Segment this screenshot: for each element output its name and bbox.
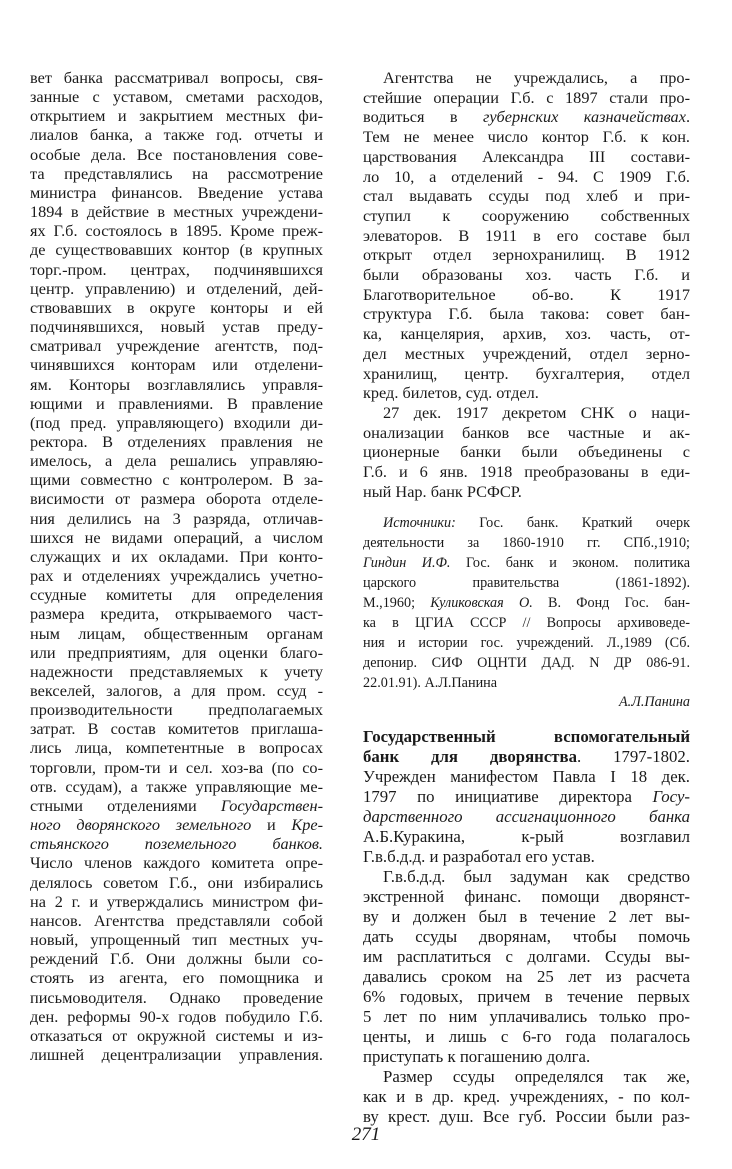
text-line: письмоводителя. Однако проведение [30,987,323,1007]
italic-text: Государствен- [220,795,323,815]
text-line: лиалов банка, а также год. отчеты и [30,125,323,145]
text-line: подчинявшихся, новый устав преду- [30,317,323,337]
text-line: отказаться от окружной системы и из- [30,1025,323,1045]
text-line: были образованы хоз. часть Г.б. и [363,265,690,285]
text-line: реждений Г.б. Они должны были со- [30,949,323,969]
author-signature: А.Л.Панина [619,694,690,710]
text-line: открыт отдел зернохранилищ. В 1912 [363,245,690,265]
text-line: Число членов каждого комитета опре- [30,853,323,873]
text-line: царского правительства (1861-1892). [363,575,690,591]
text-line: центы, и лишь с 6-го года полагалось [363,1027,690,1046]
text-segment: В. Фонд Гос. бан- [532,595,690,611]
text-line: приступать к погашению долга. [363,1047,591,1066]
text-line: ным лицам, общественным органам [30,623,323,643]
text-segment: М.,1960; [363,595,431,611]
text-line: ступил к сооружению собственных [363,205,690,225]
text-line: Г.в.б.д.д. и разработал его устав. [363,847,595,866]
text-line: щими совместно с контролером. В за- [30,470,323,490]
italic-text: Кре- [291,815,324,835]
text-line [363,513,690,533]
text-line: 22.01.91). А.Л.Панина [363,675,498,691]
text-line: надежности представляемых к учету [30,661,323,681]
text-line: 6% годовых, причем в течение первых [363,987,690,1006]
text-line [363,107,690,127]
text-line: рах и отделениях учреждались учетно- [30,566,323,586]
text-line: ния и истории гос. учреждений. Л.,1989 (Сб. [363,635,690,651]
text-line: (под пред. управляющего) входили ди- [30,412,323,432]
text-line: министра финансов. Введение устава [30,182,323,202]
text-line: висимости от размера оборота отделе- [30,489,323,509]
text-line: ка в ЦГИА СССР // Вопросы архивоведе- [363,615,690,631]
text-line [30,815,323,834]
text-line: Размер ссуды определялся так же, [383,1067,690,1086]
italic-text: Госу- [652,787,690,806]
text-line: вет банка рассматривал вопросы, свя- [30,68,323,87]
text-segment: и [251,815,292,835]
text-line: Г.в.б.д.д. был задуман как средство [383,867,690,886]
text-line: особые дела. Все постановления сове- [30,144,323,164]
text-line: ям. Конторы возглавлялись управля- [30,374,323,394]
text-line [363,553,690,573]
text-line: им расплатиться с долгами. Ссуды вы- [363,947,690,966]
text-line: ющими и правлениями. В правление [30,393,323,413]
text-line: стал выдавать ссуды под хлеб и при- [363,186,690,206]
text-line: лишней децентрализации управления. [30,1044,323,1064]
page-number: 271 [351,1124,381,1145]
text-line: структура Г.б. была такова: совет бан- [363,304,690,324]
text-line: отв. ссудам), а также управляющие ме- [30,776,323,796]
text-line: та представлялись на рассмотрение [30,163,323,183]
text-line [363,807,690,827]
text-line [363,727,690,747]
italic-text: Источники: [383,515,456,531]
right-column-article-end [363,68,690,501]
text-line: сматривал учреждение агентств, под- [30,336,323,356]
text-segment: водиться в [363,107,483,127]
text-line: ректора. В отделениях правления не [30,431,323,451]
left-column-text [30,68,323,1064]
text-segment: . [685,107,691,127]
text-line: ву и должен был в течение 2 лет вы- [363,907,690,926]
text-line [363,747,690,767]
italic-text: губернских казначействах [482,107,686,127]
text-line: ссудные комитеты для определения [30,585,323,605]
text-line: депонир. СИФ ОЦНТИ ДАД. N ДР 086-91. [363,655,690,671]
text-line: открытием и закрытием местных фи- [30,106,323,126]
new-article-entry [363,727,690,1127]
text-line: на 2 г. и утверждались министром фи- [30,891,323,911]
text-line [363,593,690,613]
text-line: А.Б.Куракина, к-рый возглавил [363,827,690,846]
text-line: ло 10, а отделений - 94. С 1909 Г.б. [363,166,690,186]
italic-text: Гиндин И.Ф. [363,555,451,571]
text-line: 27 дек. 1917 декретом СНК о наци- [383,402,690,422]
text-line [30,796,323,815]
text-line: экстренной финанс. помощи дворянст- [363,887,690,906]
text-line: занные с уставом, сметами расходов, [30,87,323,107]
text-line: торговли, пром-ти и сел. хоз-ва (по со- [30,757,323,777]
text-line: ях Г.б. состоялось в 1895. Кроме преж- [30,221,323,241]
text-line: ка, канцелярия, архив, хоз. часть, от- [363,324,690,344]
text-line: векселей, залогов, а для пром. ссуд - [30,681,323,700]
text-line: деятельности за 1860-1910 гг. СПб.,1910; [363,535,690,551]
text-line: ву крест. душ. Все губ. России были раз- [363,1107,690,1126]
text-line: центр. управлению) и отделений, дей- [30,278,323,298]
text-line: дел местных учреждений, отдел зерно- [363,343,690,363]
text-line: стоять из агента, его помощника и [30,968,323,988]
text-line: ния делились на 3 разряда, отличав- [30,508,323,528]
bold-heading-text: банк для дворянства [363,747,577,766]
text-line: Г.б. и 6 янв. 1918 преобразованы в еди- [363,462,690,482]
italic-text: стьянского поземельного банков. [30,834,323,854]
text-line: чинявшихся конторам или отделени- [30,355,323,375]
text-line: служащих и их окладами. При конто- [30,546,323,566]
text-line: элеваторов. В 1911 в его составе был [363,225,690,245]
text-line: хранилищ, центр. бухгалтерия, отдел [363,363,690,383]
text-line: имелось, а дела решались управляю- [30,451,323,471]
text-line: или предприятиям, для оценки благо- [30,642,323,662]
text-line: дать ссуды дворянам, чтобы помочь [363,927,690,946]
text-segment: . 1797-1802. [576,747,690,766]
text-line: царствования Александра III состави- [363,146,690,166]
sources-bibliography [363,513,690,693]
text-line: Агентства не учреждались, а про- [383,68,690,87]
text-line: Тем не менее число контор Г.б. к кон. [363,127,690,147]
text-line: стейшие операции Г.б. с 1897 стали про- [363,87,690,107]
text-line: 5 лет по ним уплачивались только про- [363,1007,690,1026]
text-segment: 1797 по инициативе директора [363,787,653,806]
text-line: размера кредита, открываемого част- [30,604,323,624]
italic-text: дарственного ассигнационного банка [363,807,690,826]
text-line: де существовавших контор (в крупных [30,240,323,260]
text-line: Учрежден манифестом Павла I 18 дек. [363,767,690,786]
bold-heading-text: Государственный вспомогательный [363,727,690,746]
text-segment: Гос. банк и эконом. политика [450,555,690,571]
text-line: делялось советом Г.б., они избирались [30,872,323,892]
text-line: как и в др. кред. учреждениях, - по кол- [363,1087,690,1106]
text-line: давались сроком на 25 лет из расчета [363,967,690,986]
text-line [363,787,690,807]
text-line: нансов. Агентства представляли собой [30,910,323,930]
text-line: шихся не видами операций, а числом [30,527,323,547]
italic-text: ного дворянского земельного [30,815,252,835]
text-line: производительности предполагаемых [30,700,323,720]
text-line: затрат. В состав комитетов приглаша- [30,719,323,739]
text-line: ден. реформы 90-х годов побудило Г.б. [30,1006,323,1026]
italic-text: Куликовская О. [430,595,533,611]
text-line: кред. билетов, суд. отдел. [363,383,539,403]
text-line: новый, упрощенный тип местных уч- [30,930,323,950]
text-line: Благотворительное об-во. К 1917 [363,284,690,304]
text-line [30,834,323,853]
text-line: онализации банков все частные и ак- [363,422,690,442]
text-line: лись лица, компетентные в вопросах [30,738,323,758]
text-segment: стными отделениями [30,795,221,815]
text-line: торг.-пром. центрах, подчинявшихся [30,259,323,279]
text-line: ный Нар. банк РСФСР. [363,481,522,501]
text-line: ствовавших в округе конторы и ей [30,297,323,317]
text-line: 1894 в действие в местных учреждени- [30,202,323,222]
text-segment: Гос. банк. Краткий очерк [455,515,690,531]
text-line: ционерные банки были объединены с [363,442,690,462]
